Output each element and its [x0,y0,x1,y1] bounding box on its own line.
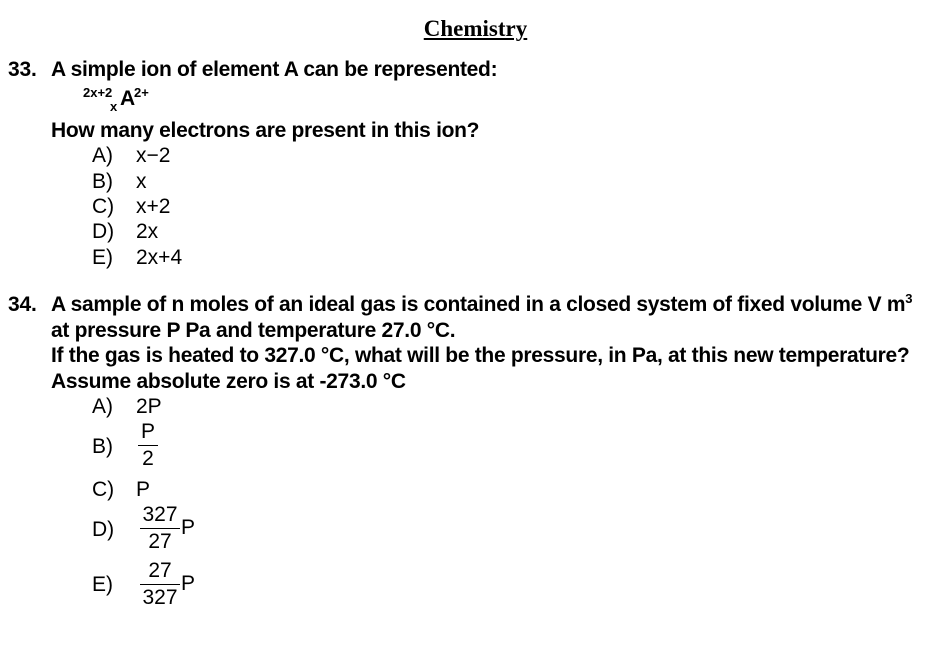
option-e-letter: E) [92,246,113,269]
ion-charge: 2+ [134,85,149,100]
option-d-letter: D) [92,220,115,243]
option-c-text: P [136,478,151,501]
question-33-stem: A simple ion of element A can be represented: [51,58,498,81]
option-e-text: 2x+4 [136,246,183,269]
question-34-line1 [51,293,912,317]
option-a-text: 2P [136,395,162,418]
question-34-line3: If the gas is heated to 327.0 °C, what will be the pressure, in Pa, at this new temperature? [51,344,910,367]
fraction-bar [138,445,158,446]
option-a-letter: A) [92,144,113,167]
question-34-line4: Assume absolute zero is at -273.0 °C [51,370,406,393]
atomic-number: x [110,99,118,114]
page-title: Chemistry [423,16,528,41]
fraction-denominator: 327 [142,586,178,609]
option-b-fraction [138,421,158,470]
option-d-text: 2x [136,220,159,243]
fraction-denominator: 2 [142,447,154,470]
question-34-line2: at pressure P Pa and temperature 27.0 °C. [51,319,456,342]
fraction-bar [140,528,180,529]
option-a-text: x−2 [136,144,171,167]
fraction-numerator: P [140,420,155,443]
option-e-letter: E) [92,573,113,596]
option-d-fraction [140,504,180,553]
question-33-question: How many electrons are present in this ion? [51,119,480,142]
option-d-letter: D) [92,518,115,541]
fraction-numerator: 327 [142,503,178,526]
option-b-text: x [136,170,147,193]
question-33-number: 33. [8,58,37,81]
question-34-number: 34. [8,293,37,316]
option-a-letter: A) [92,395,113,418]
question-34-line1-text: A sample of n moles of an ideal gas is contained in a closed system of fixed volume V m [51,293,906,316]
element-symbol: A [120,87,136,110]
mass-number: 2x+2 [83,85,113,100]
nuclide-notation [83,85,163,115]
fraction-numerator: 27 [148,559,172,582]
option-c-letter: C) [92,195,115,218]
option-e-suffix: P [181,572,196,595]
option-b-letter: B) [92,435,113,458]
option-e-fraction [140,560,180,609]
fraction-denominator: 27 [148,530,172,553]
option-c-text: x+2 [136,195,171,218]
fraction-bar [140,584,180,585]
cubic-superscript: 3 [905,291,913,306]
option-c-letter: C) [92,478,115,501]
option-d-suffix: P [181,516,196,539]
option-b-letter: B) [92,170,113,193]
